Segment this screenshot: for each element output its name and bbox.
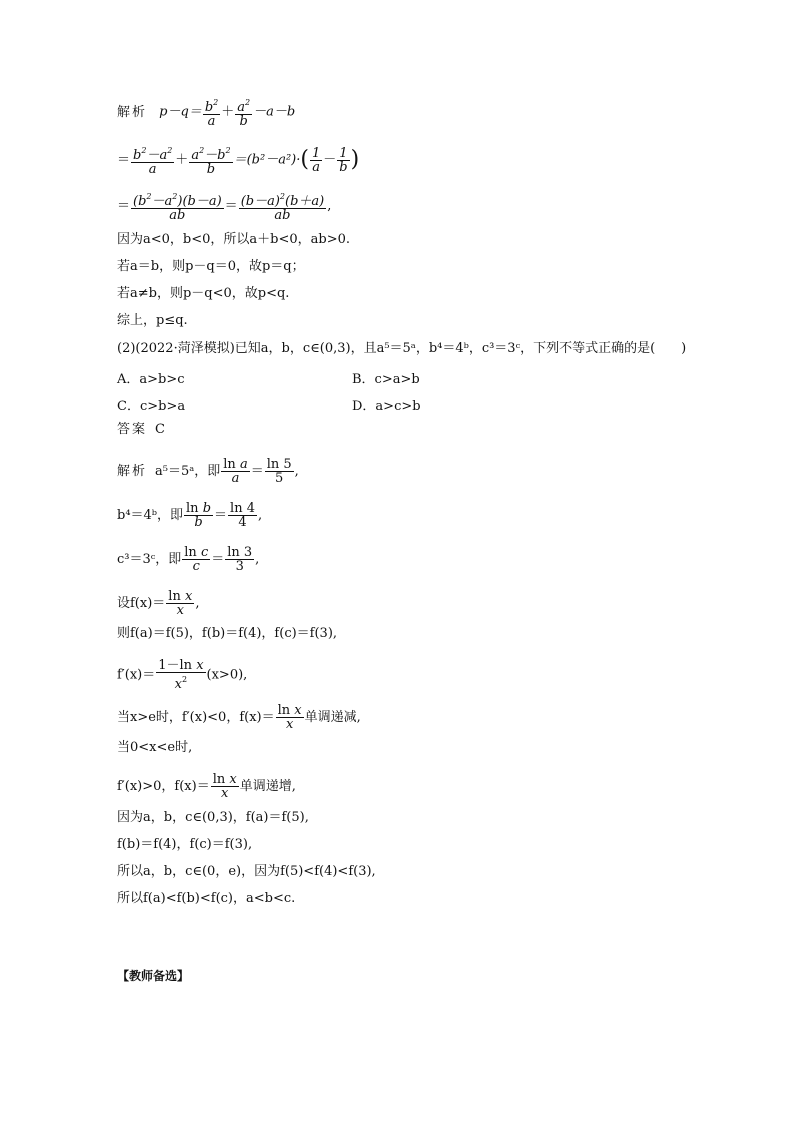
fraction-square-over-ab: $\frac{(b-a)^2(b+a)}{ab}$ [240,192,325,223]
question-stem: (2)(2022·菏泽模拟)已知a，b，c∈(0,3)，且a⁵＝5ᵃ，b⁴＝4ᵇ，c³＝3ᶜ，下列不等式正确的是( ) [117,341,687,356]
solution2-line8: 当0<x<e时, [117,740,193,755]
fraction-ln-x-over-x: $\frac{\text{ln x}}{x}$ [168,589,193,618]
fraction-ln4-over-4: $\frac{\ln 4}{4}$ [230,501,255,530]
option-d: D．a>c>b [352,399,421,414]
solution1-line3: ＝ $\frac{(b^2-a^2)(b-a)}{ab}$ ＝ $\frac{(b-a)^2(b+a)}{ab}$ , [117,192,332,223]
answer-value: C [155,422,165,437]
fraction-b2-minus-a2-over-a: $\frac{b^2-a^2}{a}$ [133,146,173,177]
solution2-line4: 设f(x)＝ $\frac{\text{ln x}}{x}$ , [117,589,200,618]
fraction-ln-x-over-x: $\frac{\text{ln x}}{x}$ [277,703,302,732]
fraction-1-over-b: $\frac{1}{b}$ [339,145,348,175]
solution2-line10: 因为a，b，c∈(0,3)，f(a)＝f(5), [117,810,309,825]
solution-label: 解析 [117,464,148,479]
solution1-line2: ＝ $\frac{b^2-a^2}{a}$ ＋ $\frac{a^2-b^2}{b}$ ＝(b²－a²)·( $\frac{1}{a}$ － $\frac{1}{b}$ ) [117,145,360,177]
option-c: C．c>b>a [117,399,186,414]
fraction-ln-b-over-b: $\frac{\text{ln b}}{b}$ [186,501,212,530]
fraction-ln-x-over-x: $\frac{\text{ln x}}{x}$ [212,772,237,801]
fraction-1-over-a: $\frac{1}{a}$ [311,145,321,175]
solution2-line2: b⁴＝4ᵇ，即 $\frac{\text{ln b}}{b}$ ＝ $\frac{\ln 4}{4}$ , [117,501,263,530]
case-equal-line: 若a＝b，则p－q＝0，故p＝q； [117,259,305,274]
fraction-ln3-over-3: $\frac{\ln 3}{3}$ [227,545,253,574]
solution2-line7: 当x>e时，f′(x)<0，f(x)＝ $\frac{\text{ln x}}{x}$ 单调递减, [117,703,361,732]
fraction-ln5-over-5: $\frac{\ln 5}{5}$ [266,457,292,486]
expr-mid: ＝(b²－a²)· [233,152,301,168]
solution2-line3: c³＝3ᶜ，即 $\frac{\text{ln c}}{c}$ ＝ $\frac{\ln 3}{3}$ , [117,545,260,574]
fraction-a2-b: $\frac{a^2}{b}$ [237,98,251,129]
expr-lhs: p－q＝ [159,104,202,120]
solution2-line13: 所以f(a)<f(b)<f(c)，a<b<c. [117,891,296,906]
solution2-line1: 解析 a⁵＝5ᵃ，即 $\frac{\text{ln a}}{a}$ ＝ $\frac{\ln 5}{5}$ , [117,457,299,486]
solution2-line9: f′(x)>0，f(x)＝ $\frac{\text{ln x}}{x}$ 单调递增, [117,772,296,801]
solution-label: 解析 [117,104,148,120]
answer-label: 答案 [117,422,148,437]
fraction-derivative: $\frac{\text{1－ln x}}{x^2}$ [158,658,204,692]
case-unequal-line: 若a≠b，则p－q<0，故p<q. [117,286,290,301]
solution2-line11: f(b)＝f(4)，f(c)＝f(3), [117,837,253,852]
option-b: B．c>a>b [352,372,420,387]
expr-tail: －a－b [253,104,296,120]
option-a: A．a>b>c [117,372,185,387]
fraction-product-over-ab: $\frac{(b^2-a^2)(b-a)}{ab}$ [133,192,222,223]
solution2-line6: f′(x)＝ $\frac{\text{1－ln x}}{x^2}$ (x>0), [117,658,248,692]
fraction-ln-a-over-a: $\frac{\text{ln a}}{a}$ [223,457,248,486]
solution2-line5: 则f(a)＝f(5)，f(b)＝f(4)，f(c)＝f(3), [117,626,338,641]
summary-line: 综上，p≤q. [117,313,188,328]
solution1-line1: 解析 p－q＝ $\frac{b^2}{a}$ ＋ $\frac{a^2}{b}$ －a－b [117,98,296,129]
reason-line: 因为a<0，b<0，所以a＋b<0，ab>0. [117,232,351,247]
fraction-b2-a: $\frac{b^2}{a}$ [204,98,219,129]
answer-line [117,422,165,438]
fraction-ln-c-over-c: $\frac{\text{ln c}}{c}$ [184,545,209,574]
fraction-a2-minus-b2-over-b: $\frac{a^2-b^2}{b}$ [191,146,231,177]
comma: , [327,198,332,214]
solution2-line12: 所以a，b，c∈(0，e)，因为f(5)<f(4)<f(3), [117,864,376,879]
teacher-section-heading: 【教师备选】 [117,969,190,983]
